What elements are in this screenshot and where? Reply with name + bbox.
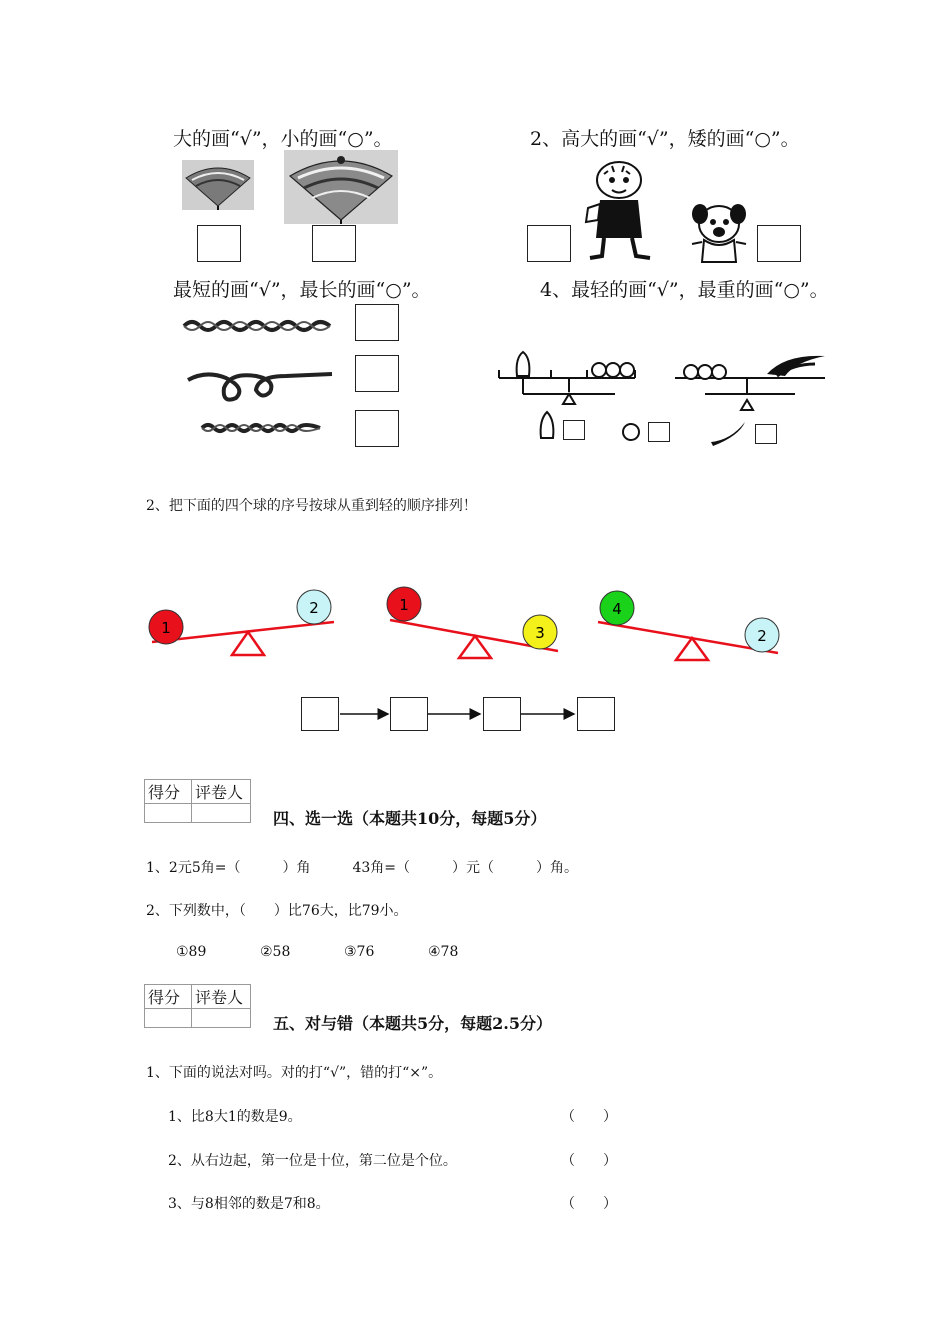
grader-header: 评卷人 [192,780,251,804]
ball-label: 1 [161,619,171,637]
tf-item-1-text: 1、比8大1的数是9。 [168,1109,302,1125]
ball-label: 2 [757,627,767,645]
score-header: 得分 [145,780,192,804]
seesaw-1-pivot [232,632,264,655]
score-table-section4 [144,779,251,823]
tf-item-3-answer[interactable]: （ ） [561,1196,617,1212]
score-cell[interactable] [145,1009,192,1028]
seesaw-2-pivot [459,636,491,658]
section5-title: 五、对与错（本题共5分，每题2.5分） [273,1014,552,1033]
option-2: ②58 [260,944,291,960]
score-header: 得分 [145,985,192,1009]
tf-item-2-text: 2、从右边起，第一位是十位，第二位是个位。 [168,1153,457,1169]
score-cell[interactable] [145,804,192,823]
option-4: ④78 [428,944,459,960]
section4-title: 四、选一选（本题共10分，每题5分） [273,809,547,828]
order-box-3[interactable] [483,697,521,731]
ball-label: 4 [612,600,622,618]
grader-header: 评卷人 [192,985,251,1009]
section5-intro: 1、下面的说法对吗。对的打“√”，错的打“×”。 [146,1065,443,1081]
balls-instruction: 2、把下面的四个球的序号按球从重到轻的顺序排列！ [146,498,477,514]
tf-item-1-answer[interactable]: （ ） [561,1109,617,1125]
section4-q2: 2、下列数中，（ ）比76大，比79小。 [146,903,408,919]
tf-item-2-answer[interactable]: （ ） [561,1153,617,1169]
grader-cell[interactable] [192,804,251,823]
option-3: ③76 [344,944,375,960]
score-table-section5 [144,984,251,1028]
order-box-1[interactable] [301,697,339,731]
option-1: ①89 [176,944,207,960]
compare-q2: 2、高大的画“√”，矮的画“○”。 [530,128,800,150]
order-box-2[interactable] [390,697,428,731]
ball-label: 3 [535,624,545,642]
order-box-4[interactable] [577,697,615,731]
compare-q3: 最短的画“√”，最长的画“○”。 [173,279,431,301]
tf-item-3-text: 3、与8相邻的数是7和8。 [168,1196,330,1212]
section4-q1: 1、2元5角=（ ）角 43角=（ ）元（ ）角。 [146,860,578,876]
grader-cell[interactable] [192,1009,251,1028]
compare-q1: 大的画“√”，小的画“○”。 [173,128,393,150]
compare-q4: 4、最轻的画“√”，最重的画“○”。 [540,279,829,301]
ball-label: 2 [309,599,319,617]
ball-label: 1 [399,596,409,614]
